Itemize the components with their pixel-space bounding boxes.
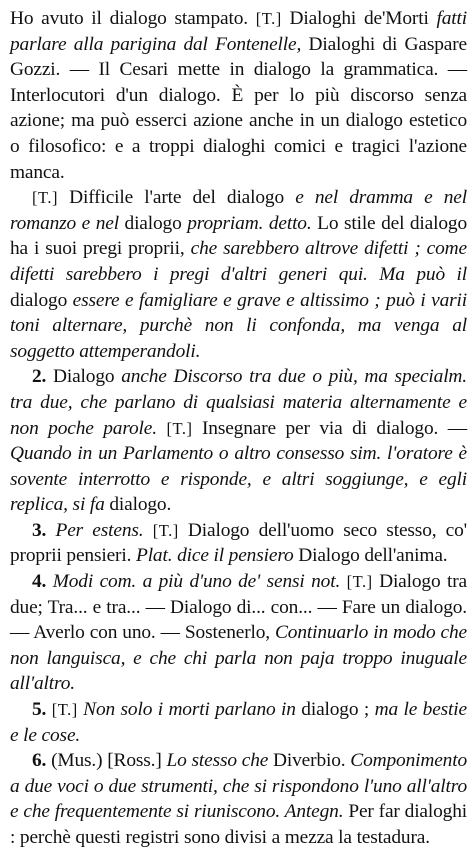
- body-text: Dialoghi di Gaspare Gozzi. — Il Cesari mette in dialogo la grammatica. —Interlocutori d'un dialogo. È per lo più discorso senza azione; ma può esserci azione anche in un dialogo estetico o filosofico: e a troppi dialoghi comici e tragici l'azione manca.: [10, 33, 467, 183]
- source-tag: [T.]: [346, 572, 373, 592]
- entry-paragraph: [10, 569, 467, 697]
- body-text: Per far dialoghi : perchè questi registri sono divisi a mezza la testadura.: [10, 801, 467, 848]
- dictionary-entry-dialogo: [10, 6, 467, 851]
- italic-text: ma le bestie e le cose.: [10, 699, 467, 746]
- body-text: dialogo: [10, 289, 73, 311]
- italic-text: Per estens.: [55, 519, 144, 541]
- body-text: [143, 520, 152, 541]
- body-text: Ho avuto il dialogo stampato.: [10, 8, 256, 29]
- body-text: Insegnare per via di dialogo. —: [192, 417, 467, 439]
- italic-text: Non solo i morti parlano in: [83, 699, 296, 721]
- body-text: Dialogo tra due; Tra... e tra... — Dialogo di... con... — Fare un dialogo. — Averlo con uno. — Sostenerlo,: [10, 571, 468, 644]
- body-text: dialogo.: [104, 494, 172, 516]
- sense-number: 4.: [32, 571, 47, 593]
- italic-text: Lo stesso che: [166, 750, 269, 772]
- sense-number: 5.: [32, 699, 47, 721]
- sense-number: 3.: [32, 519, 47, 541]
- entry-paragraph: [10, 185, 467, 364]
- italic-text: Quando in un Parlamento o altro consesso sim. l'oratore è sovente interrotto e risponde, e altri soggiunge, e egli replica, si fa: [10, 443, 467, 516]
- source-tag: [T.]: [255, 9, 282, 28]
- sense-number: 2.: [32, 366, 47, 388]
- body-text: [46, 520, 55, 541]
- body-text: (Mus.) [Ross.]: [46, 750, 167, 772]
- body-text: Diverbio.: [268, 750, 351, 772]
- body-text: Dialogo dell'anima.: [293, 545, 448, 567]
- entry-paragraph: [10, 518, 467, 569]
- italic-text: Continuarlo in modo che non languisca, e che chi parla non paja troppo inuguale all'altro.: [10, 622, 467, 695]
- body-text: Lo stile del dialogo ha i suoi pregi proprii,: [10, 212, 468, 260]
- body-text: Dialoghi de'Morti: [281, 8, 437, 29]
- body-text: dialogo ;: [295, 699, 375, 721]
- body-text: Dialogo: [46, 366, 122, 388]
- italic-text: Plat. dice il pensiero: [136, 545, 294, 567]
- entry-paragraph: [10, 748, 467, 850]
- italic-text: Componimento a due voci o due strumenti, che si rispondono l'uno all'altro e che frequentemente si riuniscono. Antegn.: [10, 750, 467, 823]
- source-tag: [T.]: [51, 700, 78, 720]
- source-tag: [T.]: [32, 188, 58, 208]
- entry-paragraph: [10, 697, 467, 748]
- italic-text: fatti parlare alla parigina dal Fontenelle,: [10, 8, 468, 55]
- sense-number: 6.: [32, 750, 47, 772]
- body-text: Difficile l'arte del dialogo: [57, 187, 296, 209]
- italic-text: che sarebbero altrove difetti ; come difetti sarebbero i pregi d'altri generi qui. Ma può il: [10, 238, 467, 285]
- source-tag: [T.]: [152, 520, 179, 540]
- source-tag: [T.]: [166, 418, 193, 438]
- italic-text: essere e famigliare e grave e altissimo ; può i varii toni alternare, purchè non li confonda, ma venga al soggetto attemperandoli.: [10, 289, 467, 362]
- italic-text: propriam. detto.: [187, 212, 312, 234]
- entry-paragraph: [10, 6, 467, 185]
- italic-text: anche Discorso tra due o più, ma specialm. tra due, che parlano di qualsiasi materia alternamente e non poche parole.: [10, 366, 467, 439]
- body-text: dialogo: [118, 212, 188, 234]
- body-text: Dialogo dell'uomo seco stesso, co' proprii pensieri.: [10, 519, 468, 567]
- italic-text: Modi com. a più d'uno de' sensi not.: [52, 571, 341, 593]
- entry-paragraph: [10, 364, 467, 518]
- italic-text: e nel dramma e nel romanzo e nel: [10, 187, 468, 234]
